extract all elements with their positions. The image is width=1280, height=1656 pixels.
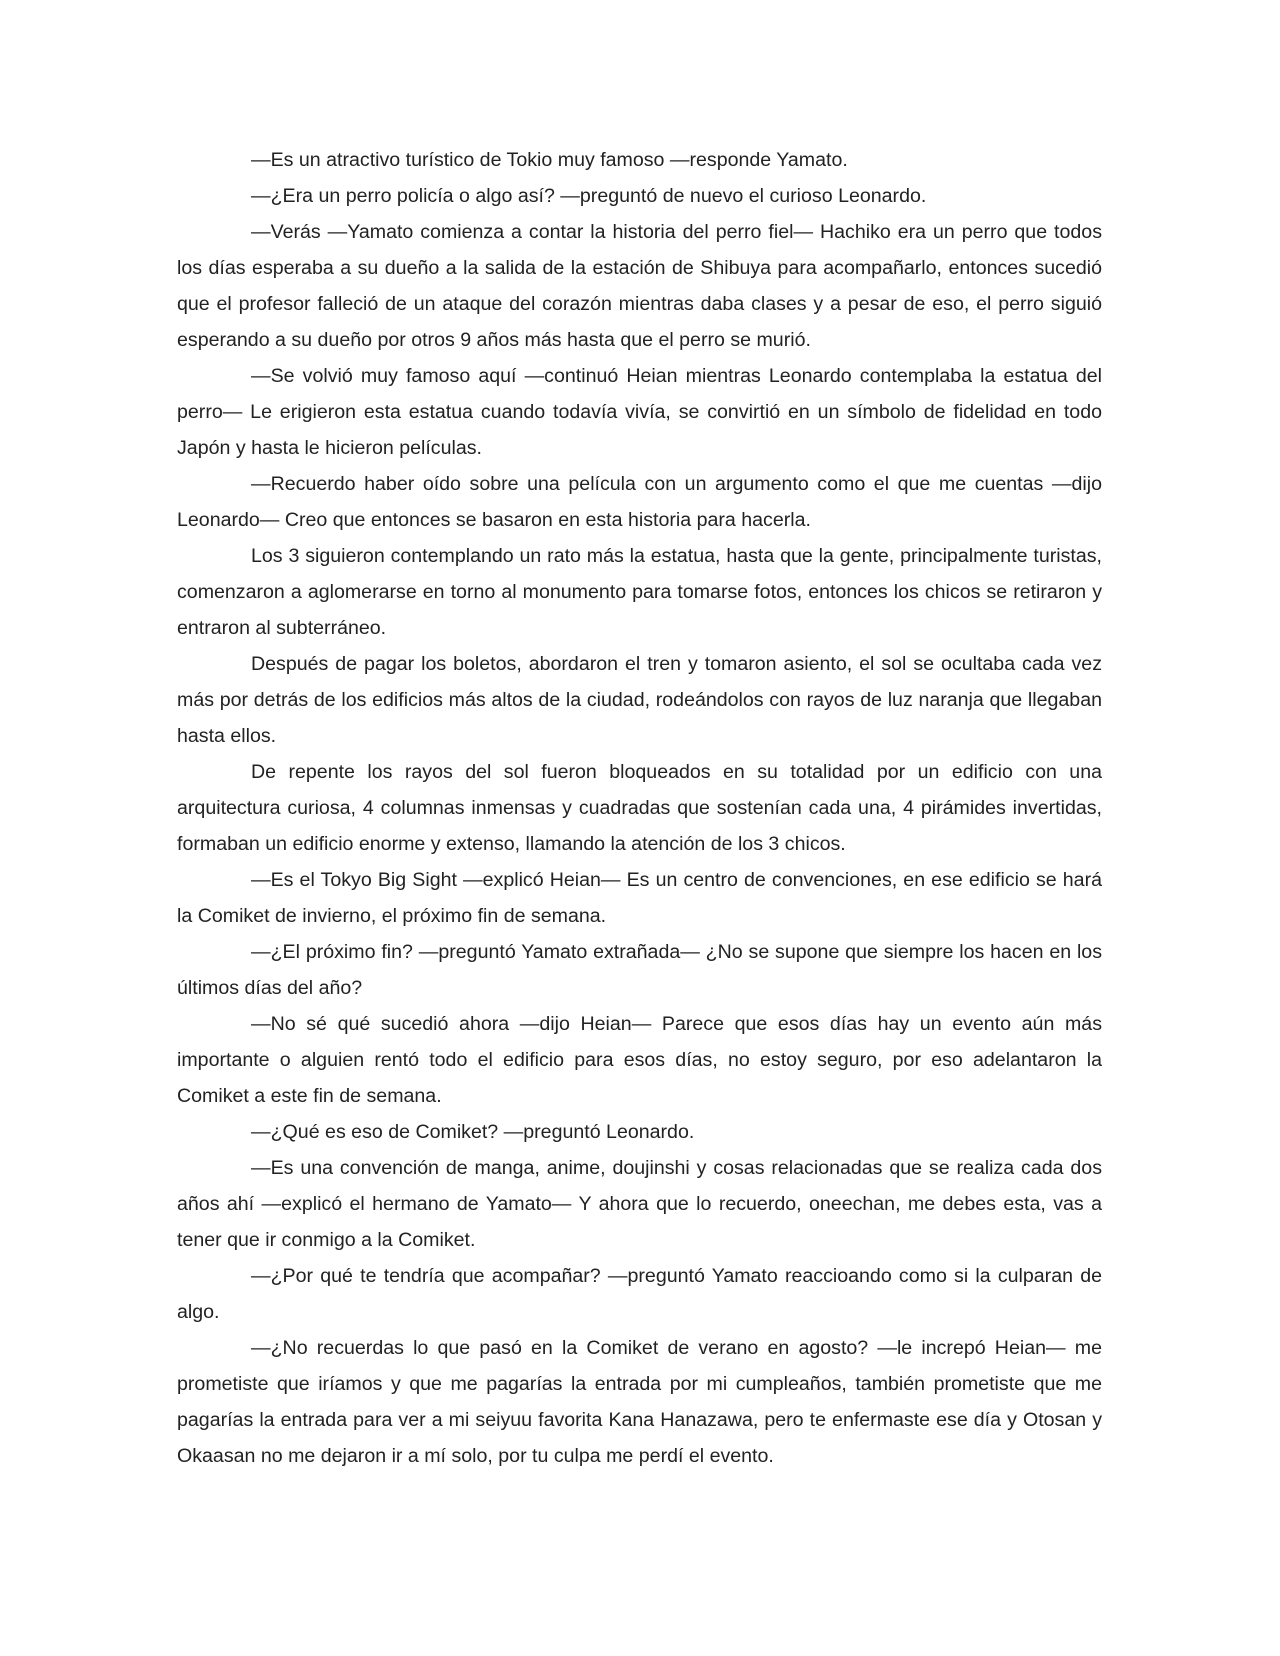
paragraph: —Recuerdo haber oído sobre una película con un argumento como el que me cuentas —dijo Leonardo— Creo que entonces se basaron en esta historia para hacerla. — [177, 473, 1102, 531]
paragraph: De repente los rayos del sol fueron bloqueados en su totalidad por un edificio con una arquitectura curiosa, 4 columnas inmensas y cuadradas que sostenían cada una, 4 pirámides invertidas, formaban un edificio enorme y extenso, llamando la atención de los 3 chicos. — [177, 761, 1102, 855]
paragraph: Después de pagar los boletos, abordaron el tren y tomaron asiento, el sol se ocultaba cada vez más por detrás de los edificios más altos de la ciudad, rodeándolos con rayos de luz naranja que llegaban hasta ellos. — [177, 653, 1102, 747]
paragraph: —Es el Tokyo Big Sight —explicó Heian— Es un centro de convenciones, en ese edificio se hará la Comiket de invierno, el próximo fin de semana. — [177, 869, 1102, 927]
paragraph: —¿No recuerdas lo que pasó en la Comiket de verano en agosto? —le increpó Heian— me prometiste que iríamos y que me pagarías la entrada por mi cumpleaños, también prometiste que me pagarías la entrada para ver a mi seiyuu favorita Kana Hanazawa, pero te enfermaste ese día y Otosan y Okaasan no me dejaron ir a mí solo, por tu culpa me perdí el evento. — [177, 1337, 1102, 1467]
paragraph: —¿Era un perro policía o algo así? —preguntó de nuevo el curioso Leonardo. — [251, 185, 927, 207]
paragraph: —No sé qué sucedió ahora —dijo Heian— Parece que esos días hay un evento aún más importante o alguien rentó todo el edificio para esos días, no estoy seguro, por eso adelantaron la Comiket a este fin de semana. — [177, 1013, 1102, 1107]
paragraph: Los 3 siguieron contemplando un rato más la estatua, hasta que la gente, principalmente turistas, comenzaron a aglomerarse en torno al monumento para tomarse fotos, entonces los chicos se retiraron y entraron al subterráneo. — [177, 545, 1102, 639]
paragraph: —Verás —Yamato comienza a contar la historia del perro fiel— Hachiko era un perro que todos los días esperaba a su dueño a la salida de la estación de Shibuya para acompañarlo, entonces sucedió que el profesor falleció de un ataque del corazón mientras daba clases y a pesar de eso, el perro siguió esperando a su dueño por otros 9 años más hasta que el perro se murió. — [177, 221, 1102, 351]
document-body — [177, 142, 1102, 1474]
paragraph: —Es un atractivo turístico de Tokio muy famoso —responde Yamato. — [251, 149, 848, 171]
paragraph: —¿Por qué te tendría que acompañar? —preguntó Yamato reaccioando como si la culparan de algo. — [177, 1265, 1102, 1323]
paragraph: —¿El próximo fin? —preguntó Yamato extrañada— ¿No se supone que siempre los hacen en los últimos días del año? — [177, 941, 1102, 999]
paragraph: —Se volvió muy famoso aquí —continuó Heian mientras Leonardo contemplaba la estatua del perro— Le erigieron esta estatua cuando todavía vivía, se convirtió en un símbolo de fidelidad en todo Japón y hasta le hicieron películas. — [177, 365, 1102, 459]
paragraph: —Es una convención de manga, anime, doujinshi y cosas relacionadas que se realiza cada dos años ahí —explicó el hermano de Yamato— Y ahora que lo recuerdo, oneechan, me debes esta, vas a tener que ir conmigo a la Comiket. — [177, 1157, 1102, 1251]
paragraph: —¿Qué es eso de Comiket? —preguntó Leonardo. — [251, 1121, 695, 1143]
